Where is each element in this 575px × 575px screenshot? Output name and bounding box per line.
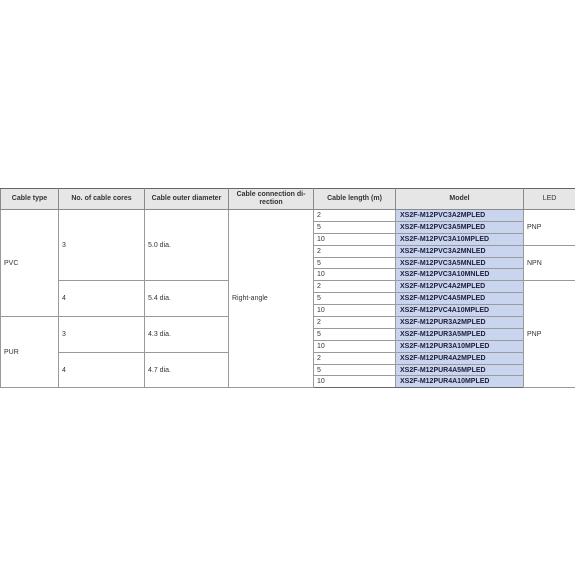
product-table — [0, 188, 575, 388]
length-cell: 10 — [314, 305, 396, 317]
cores-pvc-4: 4 — [59, 281, 145, 317]
model-cell: XS2F-M12PVC3A2MPLED — [396, 210, 524, 222]
model-cell: XS2F-M12PVC4A5MPLED — [396, 293, 524, 305]
length-cell: 10 — [314, 340, 396, 352]
model-cell: XS2F-M12PVC3A10MPLED — [396, 233, 524, 245]
model-cell: XS2F-M12PUR3A10MPLED — [396, 340, 524, 352]
diameter-pvc-4: 5.4 dia. — [145, 281, 229, 317]
length-cell: 2 — [314, 352, 396, 364]
model-cell: XS2F-M12PVC3A5MNLED — [396, 257, 524, 269]
header-cable-cores: No. of cable cores — [59, 189, 145, 210]
model-cell: XS2F-M12PUR3A2MPLED — [396, 317, 524, 329]
header-model: Model — [396, 189, 524, 210]
length-cell: 10 — [314, 269, 396, 281]
length-cell: 2 — [314, 317, 396, 329]
length-cell: 5 — [314, 221, 396, 233]
model-cell: XS2F-M12PVC3A2MNLED — [396, 245, 524, 257]
cores-pvc-3: 3 — [59, 210, 145, 281]
length-cell: 5 — [314, 293, 396, 305]
model-cell: XS2F-M12PUR4A2MPLED — [396, 352, 524, 364]
cable-type-pvc: PVC — [1, 210, 59, 317]
length-cell: 2 — [314, 245, 396, 257]
length-cell: 10 — [314, 376, 396, 388]
length-cell: 5 — [314, 257, 396, 269]
led-pnp-1: PNP — [524, 210, 575, 246]
led-npn: NPN — [524, 245, 575, 281]
model-cell: XS2F-M12PVC3A10MNLED — [396, 269, 524, 281]
model-cell: XS2F-M12PVC4A2MPLED — [396, 281, 524, 293]
header-cable-type: Cable type — [1, 189, 59, 210]
model-cell: XS2F-M12PUR3A5MPLED — [396, 328, 524, 340]
product-table-wrapper — [0, 188, 575, 388]
model-cell: XS2F-M12PUR4A10MPLED — [396, 376, 524, 388]
length-cell: 2 — [314, 281, 396, 293]
diameter-pur-3: 4.3 dia. — [145, 317, 229, 353]
length-cell: 5 — [314, 328, 396, 340]
diameter-pvc-3: 5.0 dia. — [145, 210, 229, 281]
table-row — [1, 210, 575, 222]
length-cell: 5 — [314, 364, 396, 376]
model-cell: XS2F-M12PUR4A5MPLED — [396, 364, 524, 376]
header-connection-direction: Cable connection di-rection — [229, 189, 314, 210]
cores-pur-4: 4 — [59, 352, 145, 388]
connection-direction: Right-angle — [229, 210, 314, 388]
header-led: LED — [524, 189, 575, 210]
header-row — [1, 189, 575, 210]
diameter-pur-4: 4.7 dia. — [145, 352, 229, 388]
length-cell: 2 — [314, 210, 396, 222]
header-cable-diameter: Cable outer diameter — [145, 189, 229, 210]
cores-pur-3: 3 — [59, 317, 145, 353]
model-cell: XS2F-M12PVC4A10MPLED — [396, 305, 524, 317]
length-cell: 10 — [314, 233, 396, 245]
header-cable-length: Cable length (m) — [314, 189, 396, 210]
led-pnp-2: PNP — [524, 281, 575, 388]
cable-type-pur: PUR — [1, 317, 59, 388]
model-cell: XS2F-M12PVC3A5MPLED — [396, 221, 524, 233]
